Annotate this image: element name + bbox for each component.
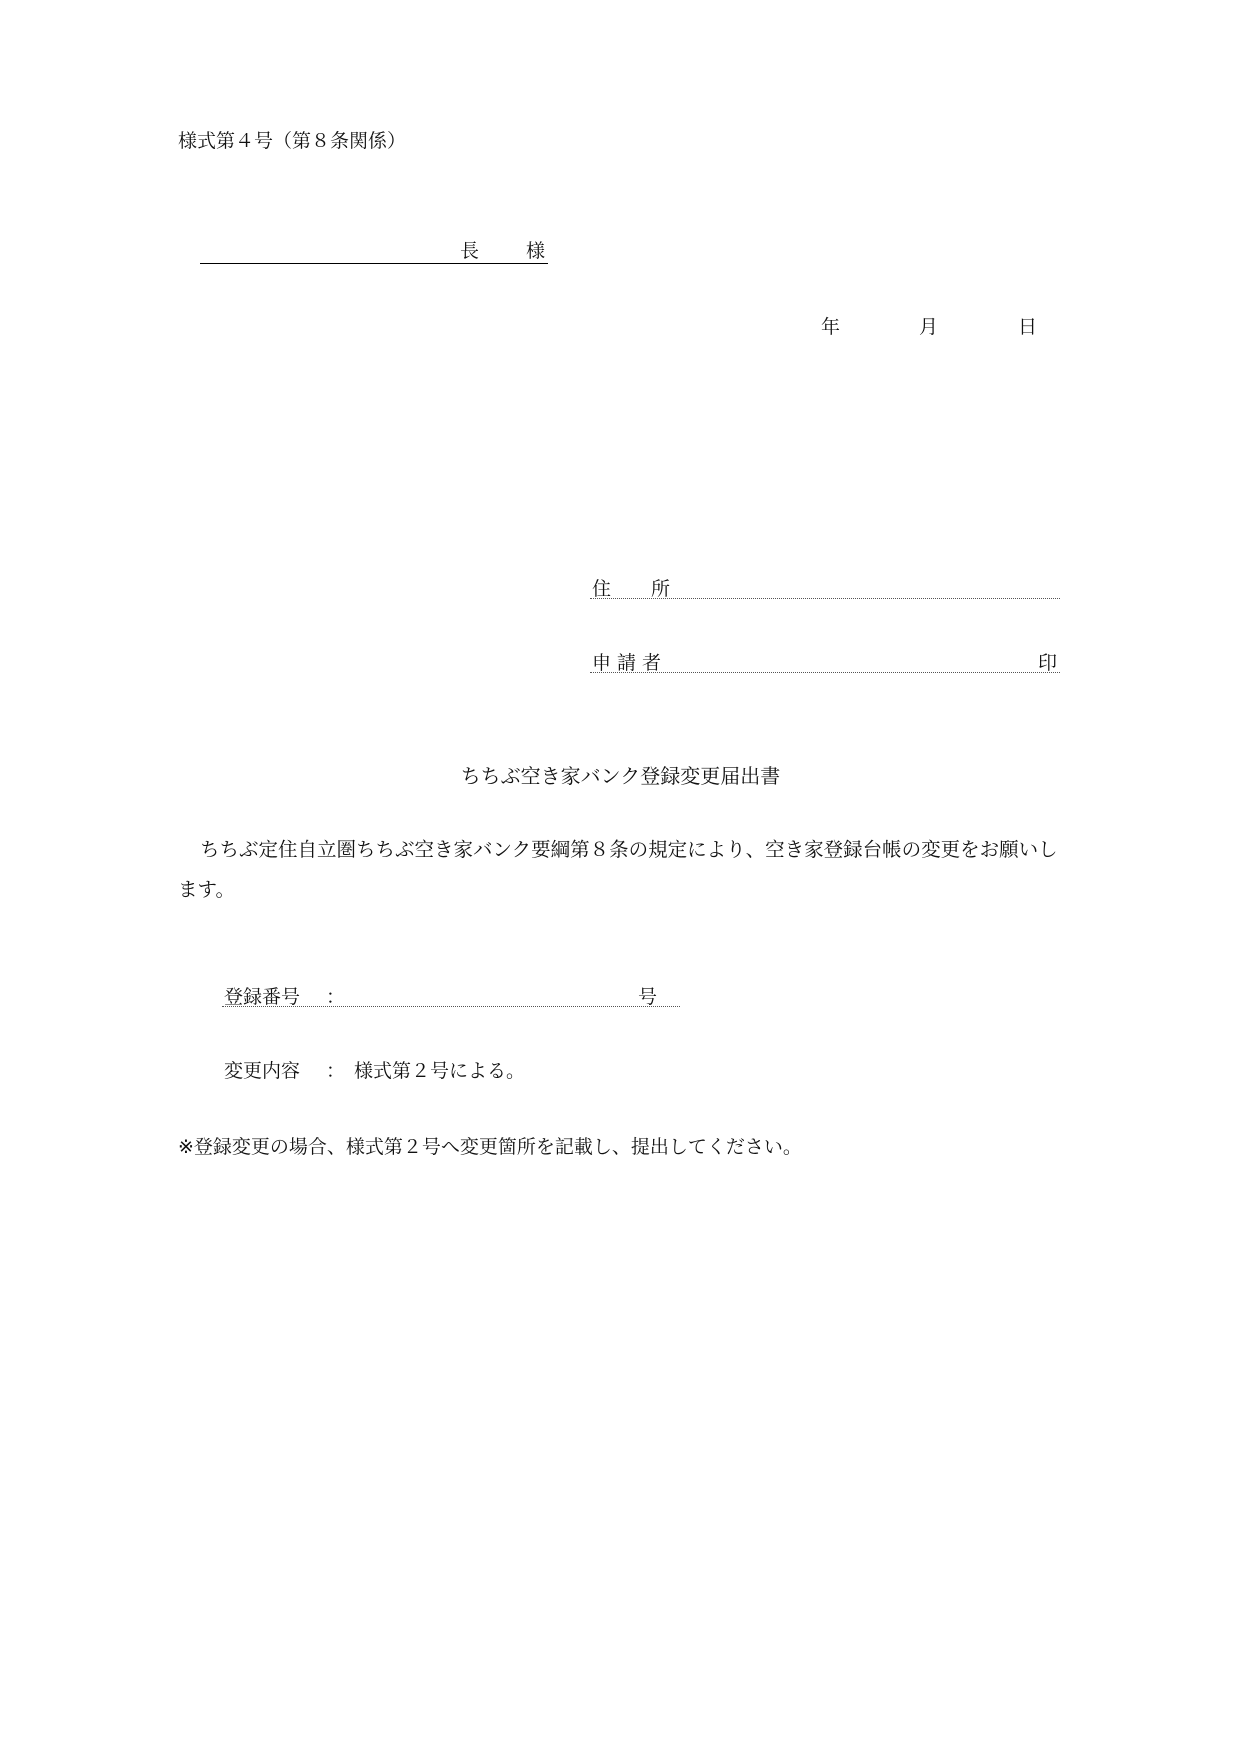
address-label-char-2: 所 <box>651 578 671 600</box>
change-content-colon: ： <box>326 1060 346 1082</box>
registration-number-suffix: 号 <box>638 986 658 1008</box>
date-year-label: 年 <box>821 316 841 338</box>
seal-label: 印 <box>1038 652 1058 674</box>
address-label <box>592 574 670 601</box>
body-paragraph: ちちぶ定住自立圏ちちぶ空き家バンク要綱第８条の規定により、空き家登録台帳の変更をお願いします。 <box>178 838 1058 901</box>
address-label-char-1: 住 <box>592 578 612 600</box>
change-content-label: 変更内容 <box>224 1060 301 1082</box>
registration-number-colon: ： <box>326 986 346 1008</box>
applicant-label: 申請者 <box>592 652 668 674</box>
form-number-label: 様式第４号（第８条関係） <box>178 130 407 152</box>
registration-number-label: 登録番号 <box>224 986 301 1008</box>
footnote: ※登録変更の場合、様式第２号へ変更箇所を記載し、提出してください。 <box>178 1136 802 1158</box>
date-day-label: 日 <box>1018 316 1038 338</box>
document-title: ちちぶ空き家バンク登録変更届出書 <box>460 764 781 788</box>
change-content-value: 様式第２号による。 <box>354 1060 526 1082</box>
date-month-label: 月 <box>919 316 939 338</box>
addressee-suffix: 長 様 <box>460 240 560 262</box>
